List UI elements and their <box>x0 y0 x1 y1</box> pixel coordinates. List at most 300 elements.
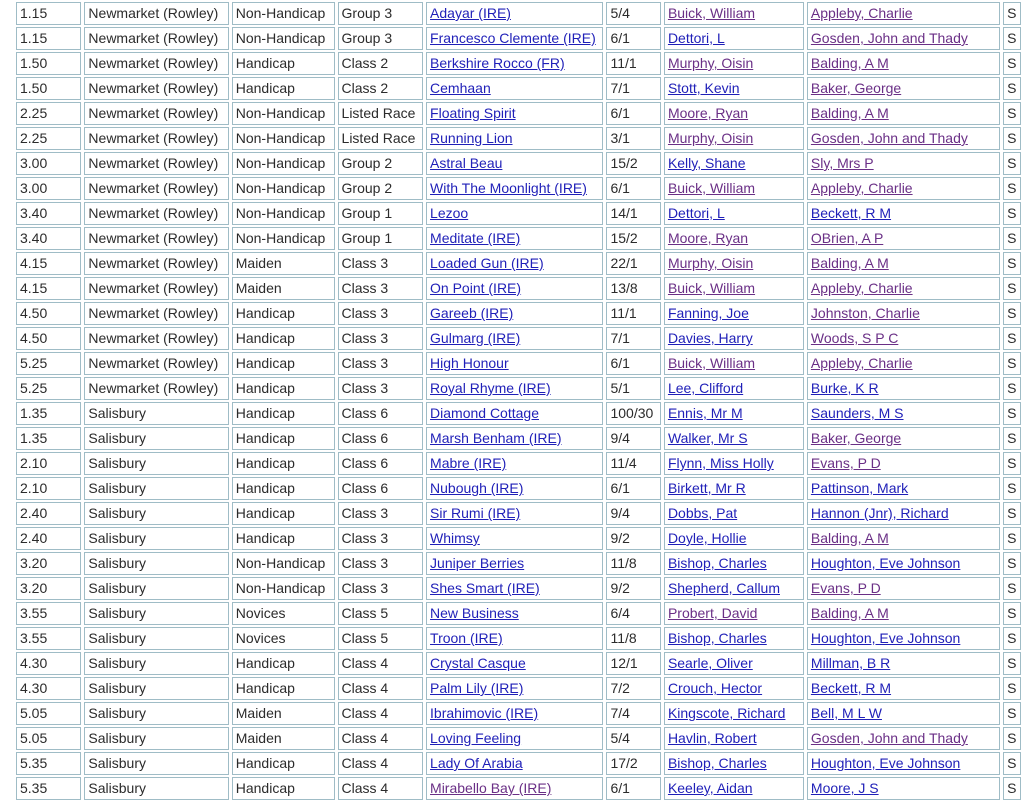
trainer-cell <box>807 127 1000 150</box>
race-type-cell: Non-Handicap <box>232 2 335 25</box>
race-time-cell: 4.15 <box>16 252 81 275</box>
race-class-cell: Group 2 <box>338 152 424 175</box>
horse-link[interactable]: Royal Rhyme (IRE) <box>430 380 551 396</box>
race-type-cell: Handicap <box>232 377 335 400</box>
race-time-cell: 5.05 <box>16 702 81 725</box>
jockey-link[interactable]: Dobbs, Pat <box>667 505 738 521</box>
trainer-link[interactable]: Houghton, Eve Johnson <box>810 755 961 771</box>
extra-cell: S <box>1003 752 1021 775</box>
course-cell: Salisbury <box>84 677 228 700</box>
extra-cell: S <box>1003 477 1021 500</box>
race-class-cell: Class 5 <box>338 602 424 625</box>
jockey-cell <box>664 477 804 500</box>
trainer-cell <box>807 527 1000 550</box>
trainer-link[interactable]: Balding, A M <box>810 605 889 621</box>
race-type-cell: Non-Handicap <box>232 227 335 250</box>
odds-cell: 11/8 <box>606 552 660 575</box>
jockey-cell <box>664 2 804 25</box>
race-time-cell: 5.25 <box>16 352 81 375</box>
course-cell: Newmarket (Rowley) <box>84 52 228 75</box>
race-time-cell: 4.50 <box>16 302 81 325</box>
course-cell: Salisbury <box>84 527 228 550</box>
race-type-cell: Handicap <box>232 777 335 800</box>
table-row <box>16 702 1021 725</box>
trainer-link[interactable]: Appleby, Charlie <box>810 180 913 196</box>
horse-cell <box>426 102 603 125</box>
jockey-cell <box>664 602 804 625</box>
jockey-link[interactable]: Searle, Oliver <box>667 655 753 671</box>
race-type-cell: Handicap <box>232 677 335 700</box>
horse-link[interactable]: Palm Lily (IRE) <box>430 680 524 696</box>
horse-link[interactable]: Francesco Clemente (IRE) <box>430 30 596 46</box>
trainer-link[interactable]: Baker, George <box>810 430 902 446</box>
odds-cell: 5/4 <box>606 2 660 25</box>
horse-link[interactable]: Crystal Casque <box>430 655 526 671</box>
race-time-cell: 1.35 <box>16 402 81 425</box>
race-time-cell: 1.15 <box>16 27 81 50</box>
horse-cell <box>426 152 603 175</box>
trainer-link[interactable]: Sly, Mrs P <box>810 155 874 171</box>
horse-cell <box>426 477 603 500</box>
odds-cell: 13/8 <box>606 277 660 300</box>
race-time-cell: 3.40 <box>16 202 81 225</box>
course-cell: Salisbury <box>84 427 228 450</box>
table-row <box>16 552 1021 575</box>
horse-link[interactable]: Marsh Benham (IRE) <box>430 430 562 446</box>
horse-cell <box>426 302 603 325</box>
horse-link[interactable]: New Business <box>430 605 519 621</box>
trainer-link[interactable]: Houghton, Eve Johnson <box>810 630 961 646</box>
jockey-cell <box>664 402 804 425</box>
jockey-cell <box>664 552 804 575</box>
course-cell: Salisbury <box>84 727 228 750</box>
extra-cell: S <box>1003 352 1021 375</box>
jockey-link[interactable]: Birkett, Mr R <box>667 480 746 496</box>
horse-link[interactable]: Floating Spirit <box>430 105 516 121</box>
horse-cell <box>426 402 603 425</box>
race-type-cell: Maiden <box>232 702 335 725</box>
horse-cell <box>426 552 603 575</box>
horse-cell <box>426 327 603 350</box>
course-cell: Newmarket (Rowley) <box>84 227 228 250</box>
trainer-link[interactable]: Balding, A M <box>810 530 889 546</box>
race-time-cell: 2.25 <box>16 102 81 125</box>
course-cell: Salisbury <box>84 452 228 475</box>
jockey-link[interactable]: Crouch, Hector <box>667 680 763 696</box>
race-class-cell: Class 6 <box>338 452 424 475</box>
horse-link[interactable]: High Honour <box>430 355 509 371</box>
trainer-link[interactable]: Moore, J S <box>810 780 879 796</box>
race-type-cell: Non-Handicap <box>232 552 335 575</box>
trainer-cell <box>807 452 1000 475</box>
trainer-link[interactable]: Millman, B R <box>810 655 891 671</box>
horse-link[interactable]: Astral Beau <box>430 155 503 171</box>
race-time-cell: 1.35 <box>16 427 81 450</box>
horse-link[interactable]: Berkshire Rocco (FR) <box>430 55 565 71</box>
trainer-cell <box>807 52 1000 75</box>
jockey-link[interactable]: Stott, Kevin <box>667 80 740 96</box>
horse-link[interactable]: Loving Feeling <box>430 730 522 746</box>
race-class-cell: Class 3 <box>338 577 424 600</box>
jockey-cell <box>664 627 804 650</box>
race-type-cell: Non-Handicap <box>232 152 335 175</box>
odds-cell: 11/4 <box>606 452 660 475</box>
jockey-link[interactable]: Flynn, Miss Holly <box>667 455 774 471</box>
jockey-link[interactable]: Moore, Ryan <box>667 105 749 121</box>
race-class-cell: Class 4 <box>338 652 424 675</box>
horse-cell <box>426 702 603 725</box>
extra-cell: S <box>1003 27 1021 50</box>
trainer-cell <box>807 602 1000 625</box>
extra-cell: S <box>1003 627 1021 650</box>
horse-link[interactable]: Adayar (IRE) <box>430 5 511 21</box>
trainer-link[interactable]: Evans, P D <box>810 455 881 471</box>
race-type-cell: Novices <box>232 602 335 625</box>
race-type-cell: Handicap <box>232 427 335 450</box>
trainer-link[interactable]: Balding, A M <box>810 55 889 71</box>
odds-cell: 14/1 <box>606 202 660 225</box>
horse-cell <box>426 452 603 475</box>
jockey-link[interactable]: Dettori, L <box>667 30 725 46</box>
horse-cell <box>426 502 603 525</box>
jockey-cell <box>664 452 804 475</box>
horse-link[interactable]: Lady Of Arabia <box>430 755 523 771</box>
race-class-cell: Class 2 <box>338 52 424 75</box>
table-row <box>16 152 1021 175</box>
trainer-link[interactable]: Bell, M L W <box>810 705 882 721</box>
odds-cell: 22/1 <box>606 252 660 275</box>
race-class-cell: Class 3 <box>338 277 424 300</box>
odds-cell: 15/2 <box>606 227 660 250</box>
race-time-cell: 4.50 <box>16 327 81 350</box>
odds-cell: 11/1 <box>606 302 660 325</box>
horse-link[interactable]: Lezoo <box>430 205 469 221</box>
race-time-cell: 5.25 <box>16 377 81 400</box>
odds-cell: 6/4 <box>606 602 660 625</box>
trainer-cell <box>807 652 1000 675</box>
jockey-link[interactable]: Shepherd, Callum <box>667 580 780 596</box>
trainer-link[interactable]: Gosden, John and Thady <box>810 730 968 746</box>
course-cell: Salisbury <box>84 702 228 725</box>
extra-cell: S <box>1003 727 1021 750</box>
jockey-cell <box>664 102 804 125</box>
race-time-cell: 3.20 <box>16 552 81 575</box>
table-row <box>16 302 1021 325</box>
race-time-cell: 2.10 <box>16 477 81 500</box>
course-cell: Newmarket (Rowley) <box>84 252 228 275</box>
extra-cell: S <box>1003 677 1021 700</box>
extra-cell: S <box>1003 252 1021 275</box>
race-time-cell: 1.50 <box>16 52 81 75</box>
race-type-cell: Handicap <box>232 752 335 775</box>
horse-link[interactable]: Whimsy <box>430 530 480 546</box>
trainer-cell <box>807 102 1000 125</box>
race-class-cell: Class 3 <box>338 377 424 400</box>
horse-cell <box>426 2 603 25</box>
odds-cell: 7/4 <box>606 702 660 725</box>
table-row <box>16 452 1021 475</box>
table-row <box>16 252 1021 275</box>
jockey-link[interactable]: Buick, William <box>667 180 756 196</box>
extra-cell: S <box>1003 502 1021 525</box>
trainer-link[interactable]: Evans, P D <box>810 580 881 596</box>
trainer-cell <box>807 152 1000 175</box>
trainer-link[interactable]: Baker, George <box>810 80 902 96</box>
jockey-link[interactable]: Doyle, Hollie <box>667 530 747 546</box>
race-class-cell: Class 3 <box>338 327 424 350</box>
jockey-link[interactable]: Walker, Mr S <box>667 430 748 446</box>
course-cell: Salisbury <box>84 777 228 800</box>
trainer-link[interactable]: Beckett, R M <box>810 205 892 221</box>
race-class-cell: Class 2 <box>338 77 424 100</box>
trainer-link[interactable]: Beckett, R M <box>810 680 892 696</box>
jockey-cell <box>664 527 804 550</box>
odds-cell: 6/1 <box>606 27 660 50</box>
jockey-link[interactable]: Havlin, Robert <box>667 730 757 746</box>
table-row <box>16 127 1021 150</box>
extra-cell: S <box>1003 777 1021 800</box>
trainer-cell <box>807 27 1000 50</box>
table-row <box>16 52 1021 75</box>
race-type-cell: Maiden <box>232 727 335 750</box>
race-class-cell: Class 4 <box>338 677 424 700</box>
horse-cell <box>426 527 603 550</box>
horse-link[interactable]: Diamond Cottage <box>430 405 539 421</box>
trainer-link[interactable]: OBrien, A P <box>810 230 884 246</box>
odds-cell: 6/1 <box>606 477 660 500</box>
table-row <box>16 27 1021 50</box>
trainer-link[interactable]: Appleby, Charlie <box>810 5 913 21</box>
horse-cell <box>426 352 603 375</box>
extra-cell: S <box>1003 452 1021 475</box>
jockey-link[interactable]: Ennis, Mr M <box>667 405 743 421</box>
race-class-cell: Class 3 <box>338 502 424 525</box>
horse-link[interactable]: Shes Smart (IRE) <box>430 580 540 596</box>
trainer-cell <box>807 327 1000 350</box>
trainer-cell <box>807 252 1000 275</box>
table-row <box>16 652 1021 675</box>
trainer-link[interactable]: Pattinson, Mark <box>810 480 909 496</box>
race-type-cell: Non-Handicap <box>232 202 335 225</box>
extra-cell: S <box>1003 402 1021 425</box>
course-cell: Newmarket (Rowley) <box>84 127 228 150</box>
course-cell: Newmarket (Rowley) <box>84 302 228 325</box>
horse-link[interactable]: Running Lion <box>430 130 513 146</box>
jockey-link[interactable]: Moore, Ryan <box>667 230 749 246</box>
jockey-cell <box>664 427 804 450</box>
odds-cell: 6/1 <box>606 777 660 800</box>
race-class-cell: Class 5 <box>338 627 424 650</box>
odds-cell: 6/1 <box>606 177 660 200</box>
jockey-link[interactable]: Bishop, Charles <box>667 630 767 646</box>
horse-cell <box>426 602 603 625</box>
trainer-link[interactable]: Woods, S P C <box>810 330 899 346</box>
trainer-cell <box>807 552 1000 575</box>
race-time-cell: 3.40 <box>16 227 81 250</box>
jockey-cell <box>664 677 804 700</box>
race-time-cell: 5.35 <box>16 752 81 775</box>
race-type-cell: Handicap <box>232 302 335 325</box>
trainer-link[interactable]: Houghton, Eve Johnson <box>810 555 961 571</box>
horse-cell <box>426 277 603 300</box>
race-class-cell: Listed Race <box>338 127 424 150</box>
jockey-link[interactable]: Lee, Clifford <box>667 380 744 396</box>
race-class-cell: Listed Race <box>338 102 424 125</box>
jockey-link[interactable]: Buick, William <box>667 355 756 371</box>
race-time-cell: 5.05 <box>16 727 81 750</box>
course-cell: Salisbury <box>84 577 228 600</box>
jockey-link[interactable]: Murphy, Oisin <box>667 130 754 146</box>
horse-link[interactable]: With The Moonlight (IRE) <box>430 180 587 196</box>
jockey-link[interactable]: Fanning, Joe <box>667 305 749 321</box>
odds-cell: 9/2 <box>606 577 660 600</box>
table-row <box>16 327 1021 350</box>
odds-cell: 12/1 <box>606 652 660 675</box>
jockey-link[interactable]: Kingscote, Richard <box>667 705 786 721</box>
horse-link[interactable]: Cemhaan <box>430 80 491 96</box>
course-cell: Newmarket (Rowley) <box>84 102 228 125</box>
jockey-cell <box>664 177 804 200</box>
jockey-cell <box>664 352 804 375</box>
horse-link[interactable]: Troon (IRE) <box>430 630 503 646</box>
trainer-link[interactable]: Appleby, Charlie <box>810 280 913 296</box>
race-time-cell: 3.20 <box>16 577 81 600</box>
jockey-link[interactable]: Buick, William <box>667 5 756 21</box>
race-type-cell: Handicap <box>232 402 335 425</box>
trainer-link[interactable]: Balding, A M <box>810 105 889 121</box>
trainer-link[interactable]: Johnston, Charlie <box>810 305 920 321</box>
horse-link[interactable]: Mabre (IRE) <box>430 455 507 471</box>
odds-cell: 6/1 <box>606 102 660 125</box>
race-time-cell: 3.55 <box>16 627 81 650</box>
race-class-cell: Class 6 <box>338 402 424 425</box>
horse-link[interactable]: Nubough (IRE) <box>430 480 524 496</box>
trainer-cell <box>807 202 1000 225</box>
jockey-link[interactable]: Dettori, L <box>667 205 725 221</box>
race-class-cell: Class 4 <box>338 752 424 775</box>
odds-cell: 11/8 <box>606 627 660 650</box>
table-row <box>16 677 1021 700</box>
horse-link[interactable]: Gulmarg (IRE) <box>430 330 521 346</box>
extra-cell: S <box>1003 102 1021 125</box>
trainer-cell <box>807 502 1000 525</box>
trainer-link[interactable]: Appleby, Charlie <box>810 355 913 371</box>
table-row <box>16 202 1021 225</box>
trainer-link[interactable]: Gosden, John and Thady <box>810 130 968 146</box>
table-body <box>16 2 1021 800</box>
table-row <box>16 427 1021 450</box>
horse-link[interactable]: Sir Rumi (IRE) <box>430 505 521 521</box>
odds-cell: 9/4 <box>606 427 660 450</box>
table-row <box>16 502 1021 525</box>
jockey-link[interactable]: Keeley, Aidan <box>667 780 753 796</box>
jockey-cell <box>664 327 804 350</box>
jockey-cell <box>664 52 804 75</box>
table-row <box>16 402 1021 425</box>
jockey-link[interactable]: Bishop, Charles <box>667 755 767 771</box>
trainer-link[interactable]: Balding, A M <box>810 255 889 271</box>
extra-cell: S <box>1003 2 1021 25</box>
trainer-cell <box>807 402 1000 425</box>
extra-cell: S <box>1003 152 1021 175</box>
horse-link[interactable]: On Point (IRE) <box>430 280 522 296</box>
table-row <box>16 627 1021 650</box>
race-results-table <box>13 0 1024 802</box>
horse-cell <box>426 577 603 600</box>
extra-cell: S <box>1003 77 1021 100</box>
odds-cell: 7/1 <box>606 77 660 100</box>
race-time-cell: 4.30 <box>16 652 81 675</box>
race-class-cell: Class 6 <box>338 477 424 500</box>
race-type-cell: Non-Handicap <box>232 102 335 125</box>
trainer-link[interactable]: Burke, K R <box>810 380 879 396</box>
jockey-cell <box>664 727 804 750</box>
extra-cell: S <box>1003 602 1021 625</box>
course-cell: Salisbury <box>84 477 228 500</box>
trainer-cell <box>807 302 1000 325</box>
table-row <box>16 727 1021 750</box>
course-cell: Salisbury <box>84 602 228 625</box>
horse-cell <box>426 177 603 200</box>
course-cell: Salisbury <box>84 752 228 775</box>
horse-link[interactable]: Mirabello Bay (IRE) <box>430 780 552 796</box>
horse-link[interactable]: Meditate (IRE) <box>430 230 521 246</box>
jockey-cell <box>664 227 804 250</box>
jockey-cell <box>664 752 804 775</box>
course-cell: Newmarket (Rowley) <box>84 77 228 100</box>
trainer-cell <box>807 177 1000 200</box>
odds-cell: 6/1 <box>606 352 660 375</box>
race-type-cell: Handicap <box>232 527 335 550</box>
jockey-cell <box>664 277 804 300</box>
extra-cell: S <box>1003 652 1021 675</box>
trainer-cell <box>807 777 1000 800</box>
jockey-link[interactable]: Bishop, Charles <box>667 555 767 571</box>
jockey-link[interactable]: Murphy, Oisin <box>667 255 754 271</box>
course-cell: Newmarket (Rowley) <box>84 277 228 300</box>
race-class-cell: Class 4 <box>338 702 424 725</box>
table-row <box>16 177 1021 200</box>
horse-link[interactable]: Gareeb (IRE) <box>430 305 514 321</box>
jockey-link[interactable]: Kelly, Shane <box>667 155 746 171</box>
jockey-cell <box>664 202 804 225</box>
jockey-cell <box>664 77 804 100</box>
jockey-link[interactable]: Buick, William <box>667 280 756 296</box>
trainer-link[interactable]: Hannon (Jnr), Richard <box>810 505 949 521</box>
race-time-cell: 5.35 <box>16 777 81 800</box>
jockey-cell <box>664 377 804 400</box>
race-time-cell: 3.00 <box>16 177 81 200</box>
extra-cell: S <box>1003 377 1021 400</box>
race-time-cell: 1.15 <box>16 2 81 25</box>
trainer-cell <box>807 427 1000 450</box>
odds-cell: 7/2 <box>606 677 660 700</box>
horse-link[interactable]: Loaded Gun (IRE) <box>430 255 544 271</box>
jockey-link[interactable]: Murphy, Oisin <box>667 55 754 71</box>
race-type-cell: Maiden <box>232 252 335 275</box>
trainer-link[interactable]: Saunders, M S <box>810 405 904 421</box>
trainer-link[interactable]: Gosden, John and Thady <box>810 30 968 46</box>
horse-link[interactable]: Ibrahimovic (IRE) <box>430 705 539 721</box>
jockey-link[interactable]: Davies, Harry <box>667 330 753 346</box>
horse-cell <box>426 127 603 150</box>
jockey-link[interactable]: Probert, David <box>667 605 758 621</box>
odds-cell: 5/1 <box>606 377 660 400</box>
extra-cell: S <box>1003 527 1021 550</box>
race-type-cell: Handicap <box>232 477 335 500</box>
extra-cell: S <box>1003 552 1021 575</box>
horse-link[interactable]: Juniper Berries <box>430 555 525 571</box>
